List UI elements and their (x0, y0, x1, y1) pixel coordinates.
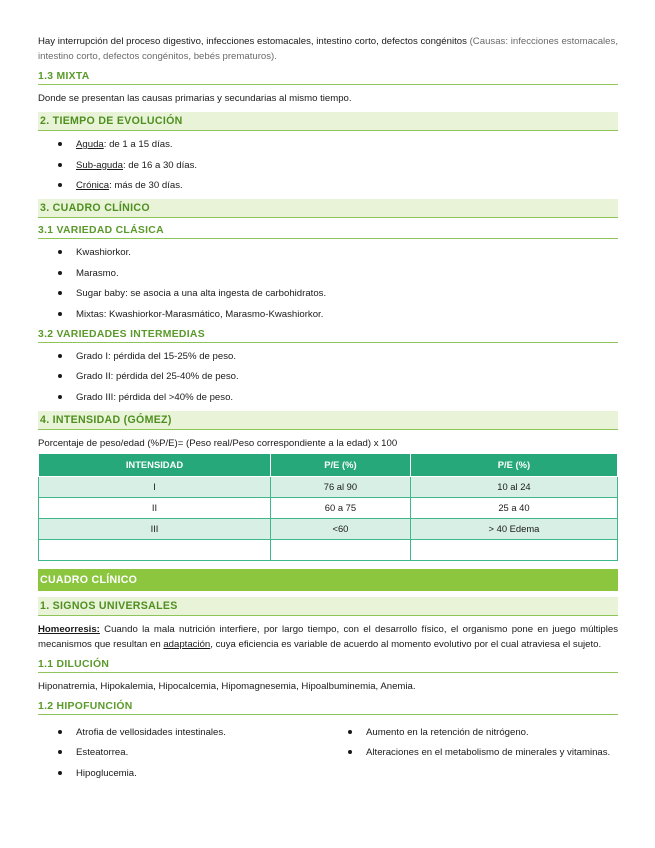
bullet-icon (348, 730, 352, 734)
document-content (38, 34, 618, 788)
bullet-icon (58, 142, 62, 146)
bullet-icon (58, 250, 62, 254)
intensidad-formula: Porcentaje de peso/edad (%P/E)= (Peso real/Peso correspondiente a la edad) x 100 (38, 437, 398, 449)
table-row (39, 476, 618, 497)
list-item-text: Sugar baby: se asocia a una alta ingesta de carbohidratos. (76, 288, 327, 299)
bullet-icon (58, 312, 62, 316)
bullet-icon (58, 395, 62, 399)
hipofuncion-left-list (38, 725, 328, 787)
list-item-text: Alteraciones en el metabolismo de minerales y vitaminas. (366, 747, 611, 758)
list-item (38, 307, 618, 322)
intensidad-table (38, 453, 618, 561)
term-rest: : de 1 a 15 días. (103, 139, 173, 150)
bullet-icon (58, 291, 62, 295)
intermedias-list (38, 349, 618, 405)
bullet-icon (348, 750, 352, 754)
list-item-text: Aumento en la retención de nitrógeno. (366, 726, 529, 738)
dilucion-text: Hiponatremia, Hipokalemia, Hipocalcemia, Hipomagnesemia, Hipoalbuminemia, Anemia. (38, 680, 416, 692)
intro-aside-text: (Causas: infecciones estomacales, intestino corto, defectos congénitos, bebés prematuros). (38, 36, 618, 62)
hipofuncion-columns (38, 721, 618, 789)
bullet-icon (58, 271, 62, 275)
list-item (38, 178, 618, 193)
list-item (38, 745, 328, 760)
table-cell: II (39, 497, 271, 518)
list-item-text: Hipoglucemia. (76, 767, 137, 779)
table-row (39, 539, 618, 560)
list-item-text: Esteatorrea. (76, 747, 129, 758)
list-item (38, 137, 618, 152)
term-rest: : más de 30 días. (109, 180, 183, 191)
hipofuncion-right-list (328, 725, 618, 787)
table-cell: 60 a 75 (270, 497, 410, 518)
list-item (38, 766, 328, 781)
heading-dilucion: 1.1 DILUCIÓN (38, 658, 618, 673)
table-cell: 25 a 40 (410, 497, 617, 518)
list-item (328, 725, 618, 740)
heading-hipofuncion: 1.2 HIPOFUNCIÓN (38, 700, 618, 715)
table-cell: > 40 Edema (410, 518, 617, 539)
adaptacion-term: adaptación (163, 638, 211, 650)
table-header-cell: P/E (%) (270, 453, 410, 476)
table-cell (410, 539, 617, 560)
list-item-text: Mixtas: Kwashiorkor-Marasmático, Marasmo-Kwashiorkor. (76, 308, 324, 320)
list-item (38, 349, 618, 364)
heading-signos-universales: 1. SIGNOS UNIVERSALES (38, 597, 618, 616)
table-cell: 76 al 90 (270, 476, 410, 497)
heading-cuadro-clinico: 3. CUADRO CLÍNICO (38, 199, 618, 218)
table-header-row (39, 453, 618, 476)
list-item-text: Kwashiorkor. (76, 247, 131, 258)
intro-main-text: Hay interrupción del proceso digestivo, infecciones estomacales, intestino corto, defectos congénitos (38, 36, 467, 47)
table-cell: I (39, 476, 271, 497)
bullet-icon (58, 183, 62, 187)
term-cronica: Crónica (76, 180, 110, 191)
intro-paragraph (38, 34, 618, 64)
mixta-text: Donde se presentan las causas primarias y secundarias al mismo tiempo. (38, 93, 352, 104)
homeorresis-text-1: Cuando la mala nutrición interfiere, por largo tiempo, con el desarrollo físico, el organismo pone en juego múltiples mecanismos que resultan en (38, 623, 618, 650)
tiempo-list (38, 137, 618, 193)
table-cell (270, 539, 410, 560)
bullet-icon (58, 750, 62, 754)
bullet-icon (58, 730, 62, 734)
table-header-cell: INTENSIDAD (39, 453, 271, 476)
list-item (328, 745, 618, 760)
table-cell: 10 al 24 (410, 476, 617, 497)
table-cell: <60 (270, 518, 410, 539)
term-subaguda: Sub-aguda (76, 159, 123, 171)
clasica-list (38, 245, 618, 322)
list-item-text: Grado II: pérdida del 25-40% de peso. (76, 371, 239, 382)
homeorresis-text-2: , cuya eficiencia es variable de acuerdo al momento evolutivo por el cual atraviesa el sujeto. (210, 638, 602, 650)
list-item-text: Atrofia de vellosidades intestinales. (76, 726, 226, 738)
bullet-icon (58, 374, 62, 378)
table-cell (39, 539, 271, 560)
list-item-text: Marasmo. (76, 267, 119, 279)
list-item (38, 158, 618, 173)
heading-cuadro-clinico-banner: CUADRO CLÍNICO (38, 569, 618, 591)
table-row (39, 518, 618, 539)
table-header-cell: P/E (%) (410, 453, 617, 476)
list-item-text: Grado I: pérdida del 15-25% de peso. (76, 350, 237, 362)
list-item (38, 286, 618, 301)
list-item (38, 245, 618, 260)
heading-variedad-clasica: 3.1 VARIEDAD CLÁSICA (38, 224, 618, 239)
list-item (38, 266, 618, 281)
table-row (39, 497, 618, 518)
bullet-icon (58, 771, 62, 775)
heading-mixta: 1.3 MIXTA (38, 70, 618, 85)
bullet-icon (58, 163, 62, 167)
list-item (38, 369, 618, 384)
heading-variedades-intermedias: 3.2 VARIEDADES INTERMEDIAS (38, 328, 618, 343)
bullet-icon (58, 354, 62, 358)
heading-tiempo-evolucion: 2. TIEMPO DE EVOLUCIÓN (38, 112, 618, 131)
list-item-text: Grado III: pérdida del >40% de peso. (76, 391, 234, 403)
list-item (38, 390, 618, 405)
homeorresis-paragraph (38, 622, 618, 652)
heading-intensidad: 4. INTENSIDAD (GÓMEZ) (38, 411, 618, 430)
term-rest: : de 16 a 30 días. (122, 159, 198, 171)
homeorresis-term: Homeorresis: (38, 623, 100, 635)
term-aguda: Aguda (76, 139, 104, 150)
table-cell: III (39, 518, 271, 539)
list-item (38, 725, 328, 740)
